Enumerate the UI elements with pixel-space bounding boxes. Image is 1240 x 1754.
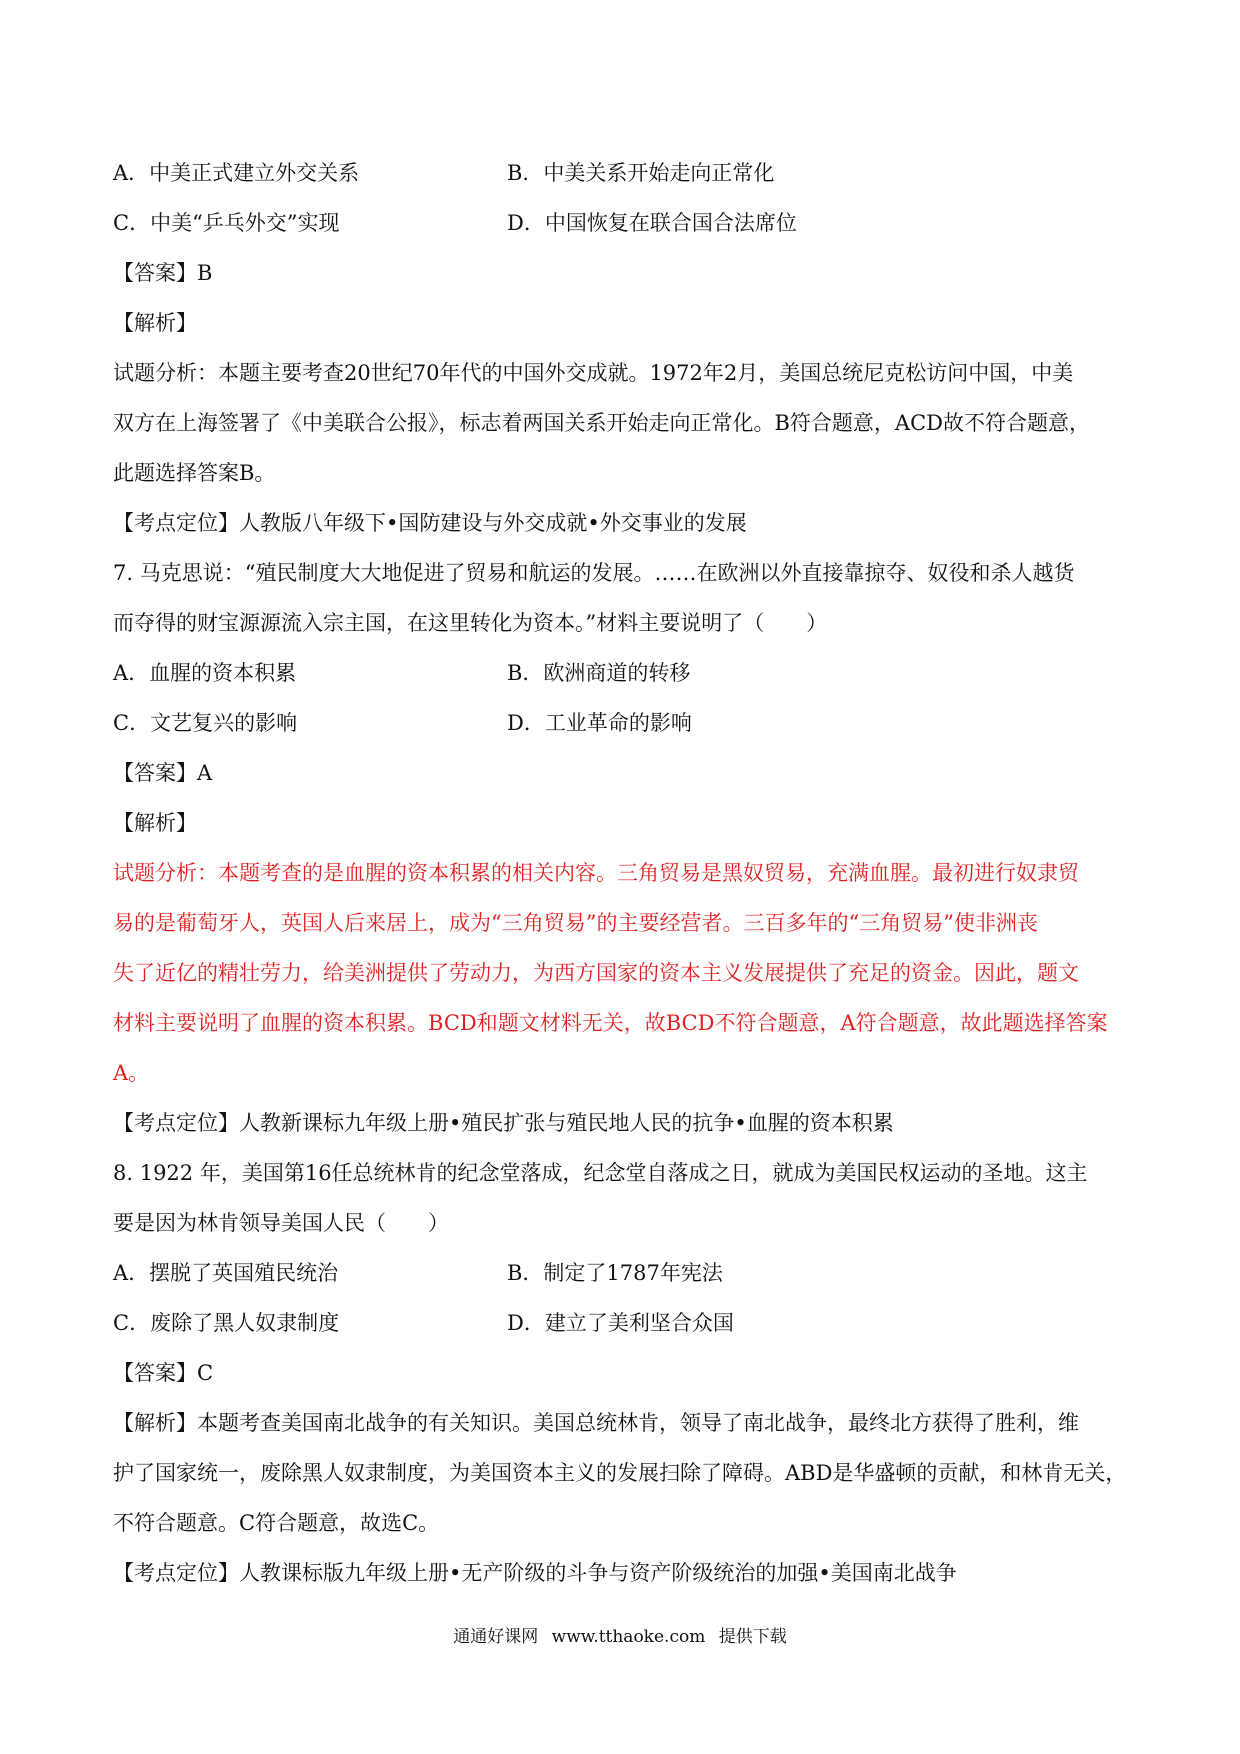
q6-kaodian: 【考点定位】人教版八年级下•国防建设与外交成就•外交事业的发展 — [113, 511, 747, 535]
footer-note: 提供下载 — [718, 1627, 787, 1647]
footer-url-link[interactable]: www.tthaoke.com — [551, 1627, 706, 1647]
q7-stem-line-1: 7. 马克思说：“殖民制度大大地促进了贸易和航运的发展。……在欧洲以外直接靠掠夺、奴役和杀人越货 — [113, 561, 1075, 585]
q8-option-a: A．摆脱了英国殖民统治 — [113, 1261, 339, 1285]
page-footer — [0, 1622, 1240, 1652]
q7-analysis-line-3: 失了近亿的精壮劳力，给美洲提供了劳动力，为西方国家的资本主义发展提供了充足的资金。因此，题文 — [113, 961, 1079, 985]
q7-analysis-line-1: 试题分析：本题考查的是血腥的资本积累的相关内容。三角贸易是黑奴贸易，充满血腥。最初进行奴隶贸 — [113, 861, 1079, 885]
q6-option-c: C．中美“乒乓外交”实现 — [113, 211, 340, 235]
q6-option-b: B．中美关系开始走向正常化 — [507, 161, 775, 185]
q8-analysis-line-3: 不符合题意。C符合题意，故选C。 — [113, 1511, 440, 1535]
q7-answer: 【答案】A — [113, 761, 213, 785]
q7-option-b: B．欧洲商道的转移 — [507, 661, 691, 685]
q7-option-c: C．文艺复兴的影响 — [113, 711, 298, 735]
q6-option-a: A．中美正式建立外交关系 — [113, 161, 360, 185]
q6-answer: 【答案】B — [113, 261, 213, 285]
q6-analysis-label: 【解析】 — [113, 311, 197, 335]
q7-kaodian: 【考点定位】人教新课标九年级上册•殖民扩张与殖民地人民的抗争•血腥的资本积累 — [113, 1111, 894, 1135]
q8-kaodian: 【考点定位】人教课标版九年级上册•无产阶级的斗争与资产阶级统治的加强•美国南北战争 — [113, 1561, 957, 1585]
q6-analysis-line-3: 此题选择答案B。 — [113, 461, 276, 485]
q8-answer: 【答案】C — [113, 1361, 214, 1385]
q6-options-row-2 — [113, 198, 1133, 248]
q6-options-row-1 — [113, 148, 1133, 198]
q7-option-d: D．工业革命的影响 — [507, 711, 692, 735]
footer-site-name: 通通好课网 — [453, 1627, 539, 1647]
q8-analysis-line-2: 护了国家统一，废除黑人奴隶制度，为美国资本主义的发展扫除了障碍。ABD是华盛顿的贡献，和林肯无关， — [113, 1461, 1127, 1485]
q6-analysis-line-1: 试题分析：本题主要考查20世纪70年代的中国外交成就。1972年2月，美国总统尼克松访问中国，中美 — [113, 361, 1074, 385]
q7-analysis-line-2: 易的是葡萄牙人，英国人后来居上，成为“三角贸易”的主要经营者。三百多年的“三角贸易”使非洲丧 — [113, 911, 1038, 935]
q6-analysis-line-2: 双方在上海签署了《中美联合公报》，标志着两国关系开始走向正常化。B符合题意，ACD故不符合题意， — [113, 411, 1090, 435]
q8-options-row-1 — [113, 1248, 1133, 1298]
q7-analysis-label: 【解析】 — [113, 811, 197, 835]
q7-options-row-2 — [113, 698, 1133, 748]
q8-stem-line-2: 要是因为林肯领导美国人民（ ） — [113, 1211, 449, 1235]
q8-options-row-2 — [113, 1298, 1133, 1348]
q8-analysis-line-1: 【解析】本题考查美国南北战争的有关知识。美国总统林肯，领导了南北战争，最终北方获得了胜利，维 — [113, 1411, 1079, 1435]
q7-stem-line-2: 而夺得的财宝源源流入宗主国，在这里转化为资本。”材料主要说明了（ ） — [113, 611, 828, 635]
q8-stem-line-1: 8. 1922 年，美国第16任总统林肯的纪念堂落成，纪念堂自落成之日，就成为美国民权运动的圣地。这主 — [113, 1161, 1088, 1185]
q7-analysis-line-5: A。 — [113, 1061, 150, 1085]
q7-option-a: A．血腥的资本积累 — [113, 661, 297, 685]
q8-option-d: D．建立了美利坚合众国 — [507, 1311, 734, 1335]
q8-option-b: B．制定了1787年宪法 — [507, 1261, 723, 1285]
q7-analysis-line-4: 材料主要说明了血腥的资本积累。BCD和题文材料无关，故BCD不符合题意，A符合题意，故此题选择答案 — [113, 1011, 1108, 1035]
q7-options-row-1 — [113, 648, 1133, 698]
q6-option-d: D．中国恢复在联合国合法席位 — [507, 211, 797, 235]
q8-option-c: C．废除了黑人奴隶制度 — [113, 1311, 340, 1335]
